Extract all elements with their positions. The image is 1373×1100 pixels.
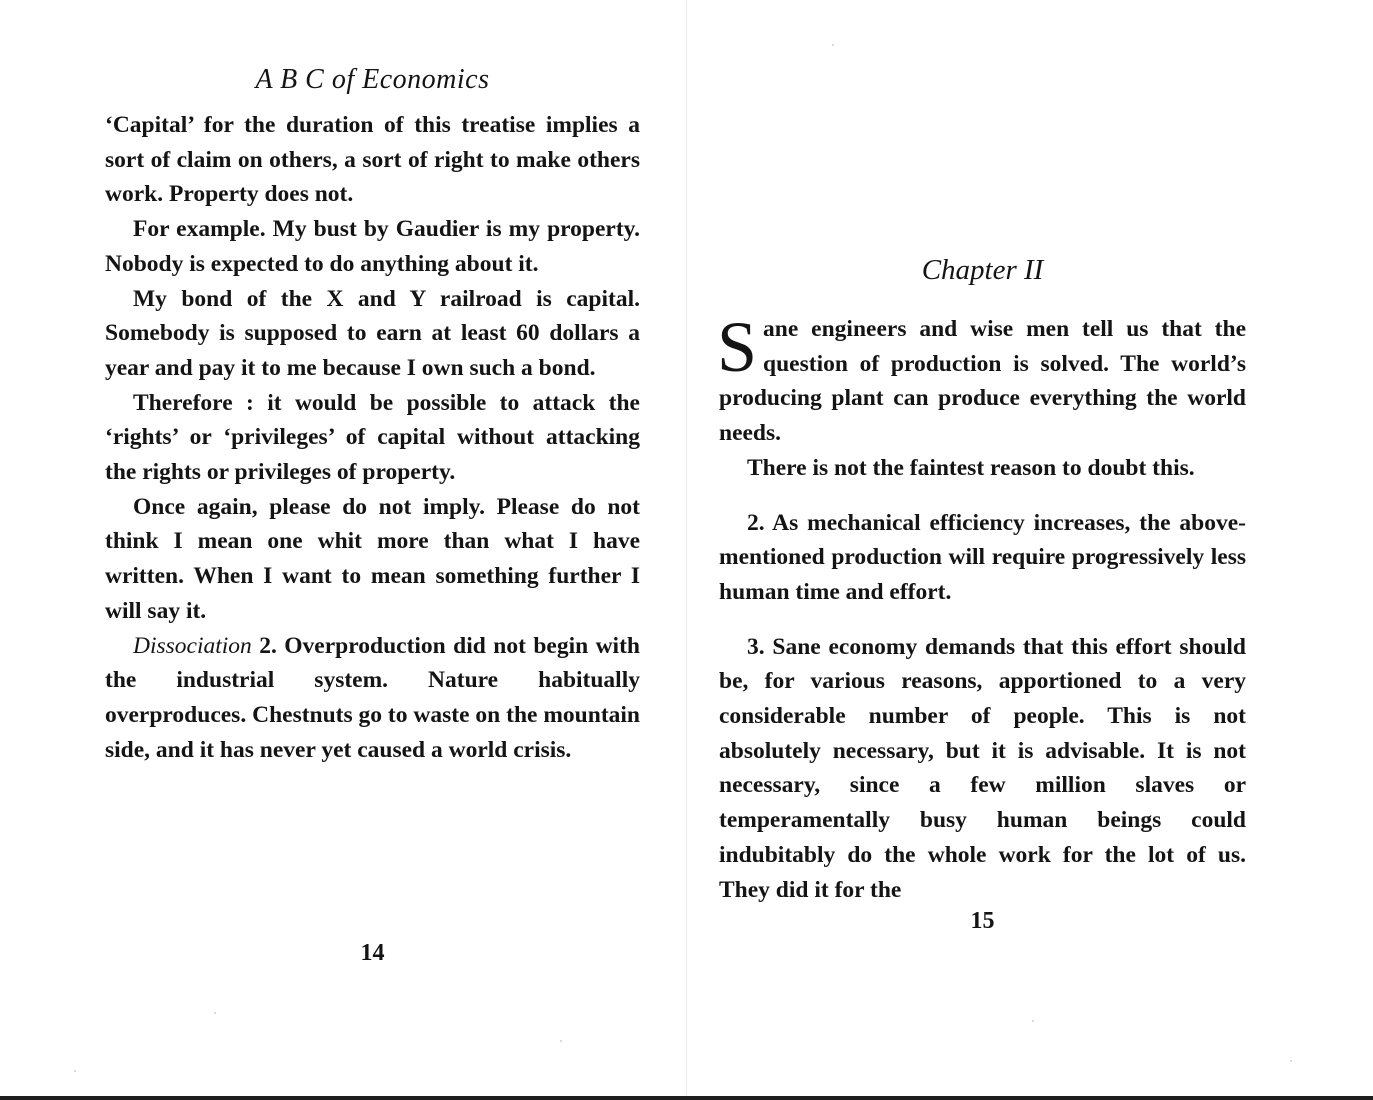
scan-bottom-edge: [0, 1096, 1373, 1100]
scan-speck: [1290, 1060, 1292, 1062]
paragraph: For example. My bust by Gaudier is my property. Nobody is expected to do anything about it.: [105, 216, 640, 277]
paragraph: 3. Sane economy demands that this effort should be, for various reasons, apportioned to a very considerable number of people. This is not absolutely necessary, but it is advisable. It is not necessary, since a few million slaves or temperamentally busy human beings could indubitably do the whole work for the lot of us. They did it for the: [719, 633, 1246, 903]
paragraph: Once again, please do not imply. Please do not think I mean one whit more than what I have written. When I want to mean something further I will say it.: [105, 493, 640, 624]
scan-speck: [214, 1012, 216, 1014]
running-head: A B C of Economics: [255, 64, 490, 95]
scan-speck: [832, 44, 834, 46]
right-page-body: [717, 307, 1246, 907]
page-number: 15: [970, 908, 995, 934]
scan-speck: [1032, 1020, 1034, 1022]
paragraph-text: 2. Overproduction did not begin with the industrial system. Nature habitually overproduces. Chestnuts go to waste on the mountain side, and it has never yet caused a world crisis.: [105, 632, 640, 763]
left-page-body: [105, 108, 640, 767]
page-gutter: [686, 0, 687, 1100]
paragraph: My bond of the X and Y railroad is capital. Somebody is supposed to earn at least 60 dollars a year and pay it to me because I own such a bond.: [105, 285, 640, 381]
scan-speck: [74, 1070, 76, 1072]
chapter-title: Chapter II: [921, 254, 1044, 286]
side-heading: Dissociation: [133, 632, 252, 659]
drop-cap: S: [717, 307, 758, 387]
paragraph: 2. As mechanical efficiency increases, the above-mentioned production will require progressively less human time and effort.: [719, 509, 1246, 605]
scan-speck: [560, 1040, 562, 1042]
paragraph: [105, 629, 640, 768]
paragraph-text: ane engineers and wise men tell us that the question of production is solved. The world’s producing plant can produce everything the world needs.: [719, 316, 1246, 447]
paragraph: Therefore : it would be possible to attack the ‘rights’ or ‘privileges’ of capital without attacking the rights or privileges of property.: [105, 389, 640, 486]
opening-paragraph: [717, 307, 1246, 451]
page-number: 14: [360, 940, 385, 966]
paragraph: There is not the faintest reason to doubt this.: [747, 454, 1195, 481]
paragraph: ‘Capital’ for the duration of this treatise implies a sort of claim on others, a sort of right to make others work. Property does not.: [105, 112, 640, 208]
